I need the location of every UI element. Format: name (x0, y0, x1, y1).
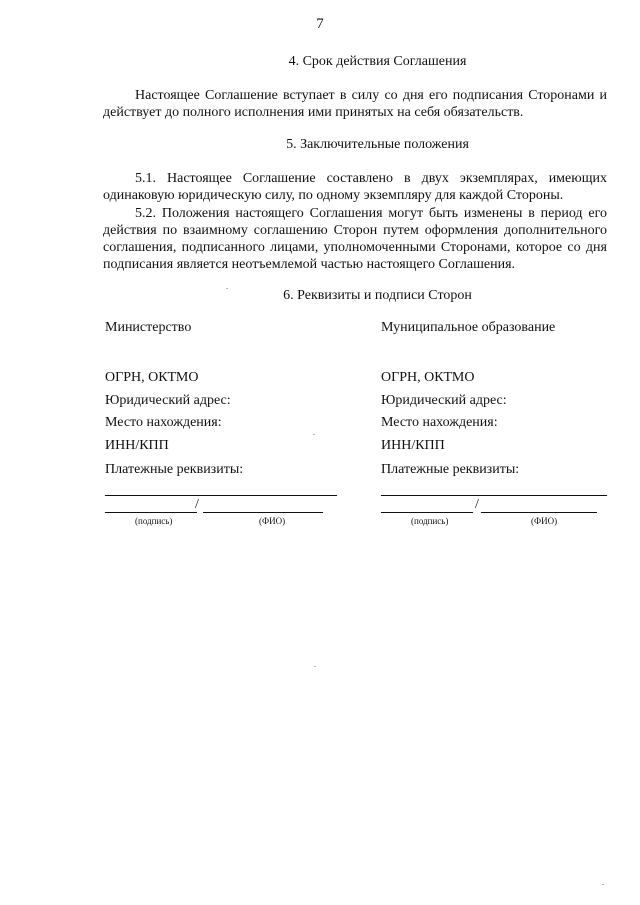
section-4-heading: 4. Срок действия Соглашения (288, 54, 467, 69)
section-5-heading: 5. Заключительные положения (286, 137, 469, 152)
right-payment-field: Платежные реквизиты: (381, 462, 520, 477)
scan-speck: . (226, 282, 228, 291)
right-legal-address-field: Юридический адрес: (381, 393, 507, 408)
left-inn-field: ИНН/КПП (105, 438, 169, 453)
right-fio-caption: (ФИО) (531, 516, 558, 526)
left-signature-line (105, 512, 197, 513)
left-location-field: Место нахождения: (105, 415, 222, 430)
left-fio-line (203, 512, 323, 513)
left-payment-line (105, 495, 337, 496)
scan-speck: . (314, 660, 316, 669)
right-slash: / (475, 497, 479, 512)
left-signature-caption: (подпись) (135, 516, 173, 526)
section-5-1-text: 5.1. Настоящее Соглашение составлено в двух экземплярах, имеющих одинаковую юридическую силу, по одному экземпляру для каждой Стороны. (103, 171, 607, 203)
left-fio-caption: (ФИО) (259, 516, 286, 526)
right-location-field: Место нахождения: (381, 415, 498, 430)
right-ogrn-field: ОГРН, ОКТМО (381, 370, 475, 385)
section-5-2-text: 5.2. Положения настоящего Соглашения могут быть изменены в период его действия по взаимному соглашению Сторон путем оформления дополнительного соглашения, подписанного лицами, уполномоченными Сторонами, которое со дня подписания является неотъемлемой частью настоящего Соглашения. (103, 206, 607, 272)
left-legal-address-field: Юридический адрес: (105, 393, 231, 408)
right-signature-line (381, 512, 473, 513)
left-payment-field: Платежные реквизиты: (105, 462, 244, 477)
right-inn-field: ИНН/КПП (381, 438, 445, 453)
section-4-text: Настоящее Соглашение вступает в силу со дня его подписания Сторонами и действует до полного исполнения ими принятых на себя обязательств. (103, 88, 607, 120)
section-6-heading: 6. Реквизиты и подписи Сторон (283, 288, 472, 303)
left-slash: / (195, 497, 199, 512)
right-payment-line (381, 495, 607, 496)
right-fio-line (481, 512, 597, 513)
right-signature-caption: (подпись) (411, 516, 449, 526)
left-ogrn-field: ОГРН, ОКТМО (105, 370, 199, 385)
left-party-name: Министерство (105, 320, 192, 335)
page-number: 7 (316, 16, 324, 32)
scan-speck: . (602, 878, 604, 887)
scan-speck: . (313, 428, 315, 437)
right-party-name: Муниципальное образование (381, 320, 556, 335)
